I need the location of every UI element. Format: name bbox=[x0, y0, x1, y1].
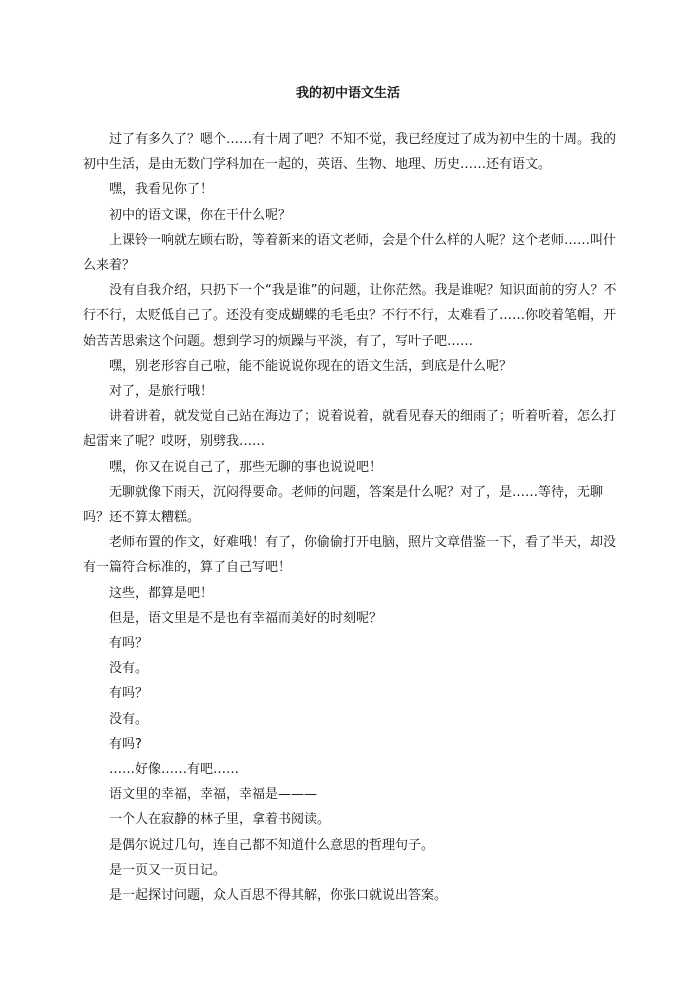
paragraph: 是一页又一页日记。 bbox=[109, 862, 227, 878]
paragraph: 老师布置的作文，好难哦！有了，你偷偷打开电脑，照片文章借鉴一下，看了半天，却没有一篇符合标准的，算了自己写吧！ bbox=[83, 535, 617, 576]
paragraph: 有吗? bbox=[109, 736, 142, 752]
paragraph: 嘿，别老形容自己啦，能不能说说你现在的语文生活，到底是什么呢？ bbox=[109, 358, 513, 374]
paragraph: 讲着讲着，就发觉自己站在海边了；说着说着，就看见春天的细雨了；听着听着，怎么打起雷来了呢？哎呀，别劈我…… bbox=[83, 409, 617, 450]
paragraph: 这些，都算是吧！ bbox=[109, 585, 214, 601]
paragraph: 没有。 bbox=[109, 711, 149, 727]
paragraph: 一个人在寂静的林子里，拿着书阅读。 bbox=[109, 812, 331, 828]
paragraph: 上课铃一响就左顾右盼，等着新来的语文老师，会是个什么样的人呢？这个老师……叫什么来着？ bbox=[83, 232, 617, 274]
paragraph: 是偶尔说过几句，连自己都不知道什么意思的哲理句子。 bbox=[109, 837, 435, 853]
paragraph: ……好像……有吧…… bbox=[109, 762, 240, 778]
paragraph: 嘿，你又在说自己了，那些无聊的事也说说吧！ bbox=[109, 459, 383, 475]
paragraph: 有吗？ bbox=[109, 686, 149, 702]
paragraph: 语文里的幸福，幸福，幸福是——— bbox=[109, 787, 318, 803]
paragraph: 有吗？ bbox=[109, 636, 149, 652]
paragraph: 无聊就像下雨天，沉闷得要命。老师的问题，答案是什么呢？对了，是……等待，无聊吗？还不算太糟糕。 bbox=[83, 484, 604, 526]
paragraph: 嘿，我看见你了！ bbox=[109, 182, 214, 198]
paragraph: 初中的语文课，你在干什么呢？ bbox=[109, 207, 292, 223]
paragraph: 是一起探讨问题，众人百思不得其解，你张口就说出答案。 bbox=[109, 888, 448, 904]
paragraph: 没有。 bbox=[109, 661, 149, 677]
paragraph: 但是，语文里是不是也有幸福而美好的时刻呢？ bbox=[109, 610, 383, 626]
paragraph: 过了有多久了？嗯个……有十周了吧？不知不觉，我已经度过了成为初中生的十周。我的初中生活，是由无数门学科加在一起的，英语、生物、地理、历史……还有语文。 bbox=[83, 132, 617, 173]
document-title: 我的初中语文生活 bbox=[295, 86, 400, 101]
document-body bbox=[83, 127, 624, 908]
paragraph: 没有自我介绍，只扔下一个“我是谁”的问题，让你茫然。我是谁呢？知识面前的穷人？不行不行，太贬低自己了。还没有变成蝴蝶的毛毛虫？不行不行，太难看了……你咬着笔帽，开始苦苦思索这个问题。想到学习的烦躁与平淡，有了，写叶子吧…… bbox=[83, 283, 617, 349]
paragraph: 对了，是旅行哦！ bbox=[109, 384, 214, 400]
